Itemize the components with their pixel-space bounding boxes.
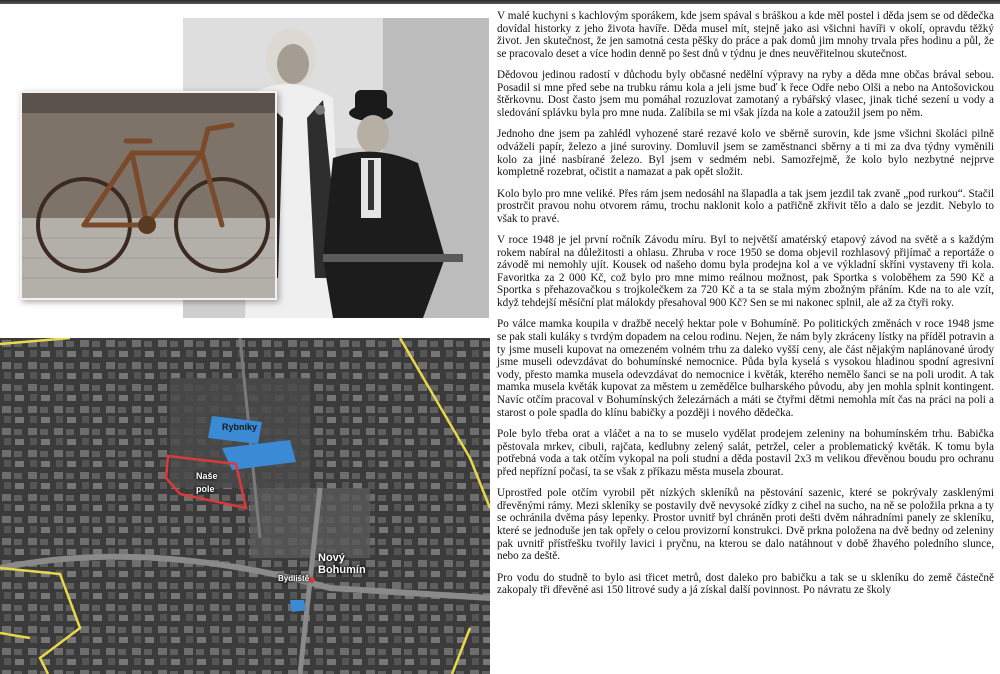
old-bicycle-photo [20,91,277,300]
fishponds-label: Rybníky [222,422,258,432]
top-rule [0,0,1000,4]
paragraph: Pro vodu do studně to bylo asi třicet metrů, dost daleko pro babičku a tak se u skleníku do země částečně zakopaly tři dřevěné asi 150 litrové sudy a já získal další povinnost. Po návratu ze školy [497,571,994,597]
article-text [497,10,994,606]
paragraph: Pole bylo třeba orat a vláčet a na to se muselo vydělat prodejem zeleniny na bohumínském trhu. Babička pěstovala mrkev, cibuli, rajčata, kedlubny zelený salát, petržel, celer a problematický květák. K tomu byla potřebná voda a tak otčím vykopal na poli studni a děda postavil 2x3 m velikou dřevěnou boudu pro ochranu před nepřízní počasí, ta se však z příkazu města musela zbourat. [497,428,994,478]
our-field-label: Naše pole [196,471,218,494]
town-label: Nový Bohumín [318,552,366,576]
paragraph: V malé kuchyni s kachlovým sporákem, kde jsem spával s bráškou a kde měl postel i děda jsem se od dědečka dovídal historky z jeho života havíře. Děda musel mít, stejně jako asi všichni havíři v okolí, opravdu těžký život. Jen skutečnost, že jen samotná cesta pěšky do práce a pak domů jim mnohy trvala přes hodinu a půl, že se pracovalo deset a více hodin denně po šest dnů v týdnu je dnes neuvěřitelnou skutečnost. [497,10,994,60]
residence-label: Bydliště [278,574,310,583]
paragraph: V roce 1948 je jel první ročník Závodu míru. Byl to největší amatérský etapový závod na světě a s každým rokem nabíral na důležitosti a ohlasu. Zhruba v roce 1950 se doma objevil rozhlasový přijímač a reportáže o závodě mi nemohly ujít. Kousek od našeho domu byla prodejna kol a ve výkladní skříni vystaveny tři kola. Favoritka za 2 000 Kč, což bylo pro mne mimo reálnou možnost, pak Sportka s voloběhem za 590 Kč a Sportka s přehazovačkou s trojkolečkem za 720 Kč a ta se stala mým zbožným přáním. Kde na to ale vzít, když tehdejší měsíční plat málokdy přesahoval 900 Kč? Sen se mi nakonec splnil, ale až za čtyři roky. [497,234,994,310]
paragraph: Kolo bylo pro mne veliké. Přes rám jsem nedosáhl na šlapadla a tak jsem jezdil tak zvaně „pod rurkou“. Stačil prostrčit pravou nohu otvorem rámu, trochu naklonit kolo a patřičně zkřivit tělo a dalo se jezdit. Nebylo to však to pravé. [497,187,994,225]
paragraph: Uprostřed pole otčím vyrobil pět nízkých skleníků na pěstování sazenic, které se pokrývaly zasklenými dřevěnými rámy. Mezi skleníky se postavily dvě nevysoké zídky z cihel na sucho, na ně se položila prkna a ty se ochránila dvěma pásy lepenky. Prostor uvnitř byl chráněn proti dešti dvěm náhradními panely ze skleníku, které se jednoduše jen tak opřely o celou provizorní konstrukci. Dvě prkna položena na dvě bedny od zeleniny pak uvnitř přístřešku tvořily lavici i pryčnu, na kterou se dalo natáhnout v době žhavého poledního slunce, nebo za deště. [497,487,994,563]
aerial-map [0,338,490,674]
paragraph: Dědovou jedinou radostí v důchodu byly občasné nedělní výpravy na ryby a děda mne občas brával sebou. Posadil si mne před sebe na trubku rámu kola a jeli jsme buď k řece Odře nebo Olši a nebo na Antošovickou štěrkovnu. Dost často jsem mu pomáhal rozuzlovat zamotaný a rybářský vlasec, jinak tiché sezení u vody a sledování splávku byla pro mne nuda. Zalíbila se mi však jízda na kole a zatoužil jsem po něm. [497,69,994,119]
paragraph: Po válce mamka koupila v dražbě necelý hektar pole v Bohumíně. Po politických změnách v roce 1948 jsme se pak stali kuláky s tvrdým dopadem na celou rodinu. Nejen, že nám byly zkráceny lístky na příděl potravin a ty jsme museli kupovat na omezeném volném trhu za daleko vyšší ceny, ale část nějakým naplánované úrody jsme museli odevzdávat do bohumínské nemocnice. Půda byla kyselá s vysokou hladinou spodní agresivní vody, přesto mamka musela odevzdávat do nemocnice i květák, kterého nemělo šanci se na poli urodit. A tak mamka musela květák kupovat za městem u zemědělce bulharského původu, aby jen mohla splnit kontingent. Navíc otčím pracoval v Bohumínských železárnách a máti se čtyřmi dětmi nemohla mít čas na práci na poli a starost o pole spadla do klínu babičky a později i nového dědečka. [497,318,994,419]
paragraph: Jednoho dne jsem pa zahlédl vyhozené staré rezavé kolo ve sběrně surovin, kde jsme všichni školáci pilně odváželi papír, železo a jiné suroviny. Domluvil jsem se zaměstnanci sběrny a ti mi za dva týdny vyměnili kolo za jiné nasbírané železo. Byl jsem v sedmém nebi. Samozřejmě, že kolo bylo nezbytné nejprve kompletně rozebrat, očistit a namazat a pak opět složit. [497,128,994,179]
